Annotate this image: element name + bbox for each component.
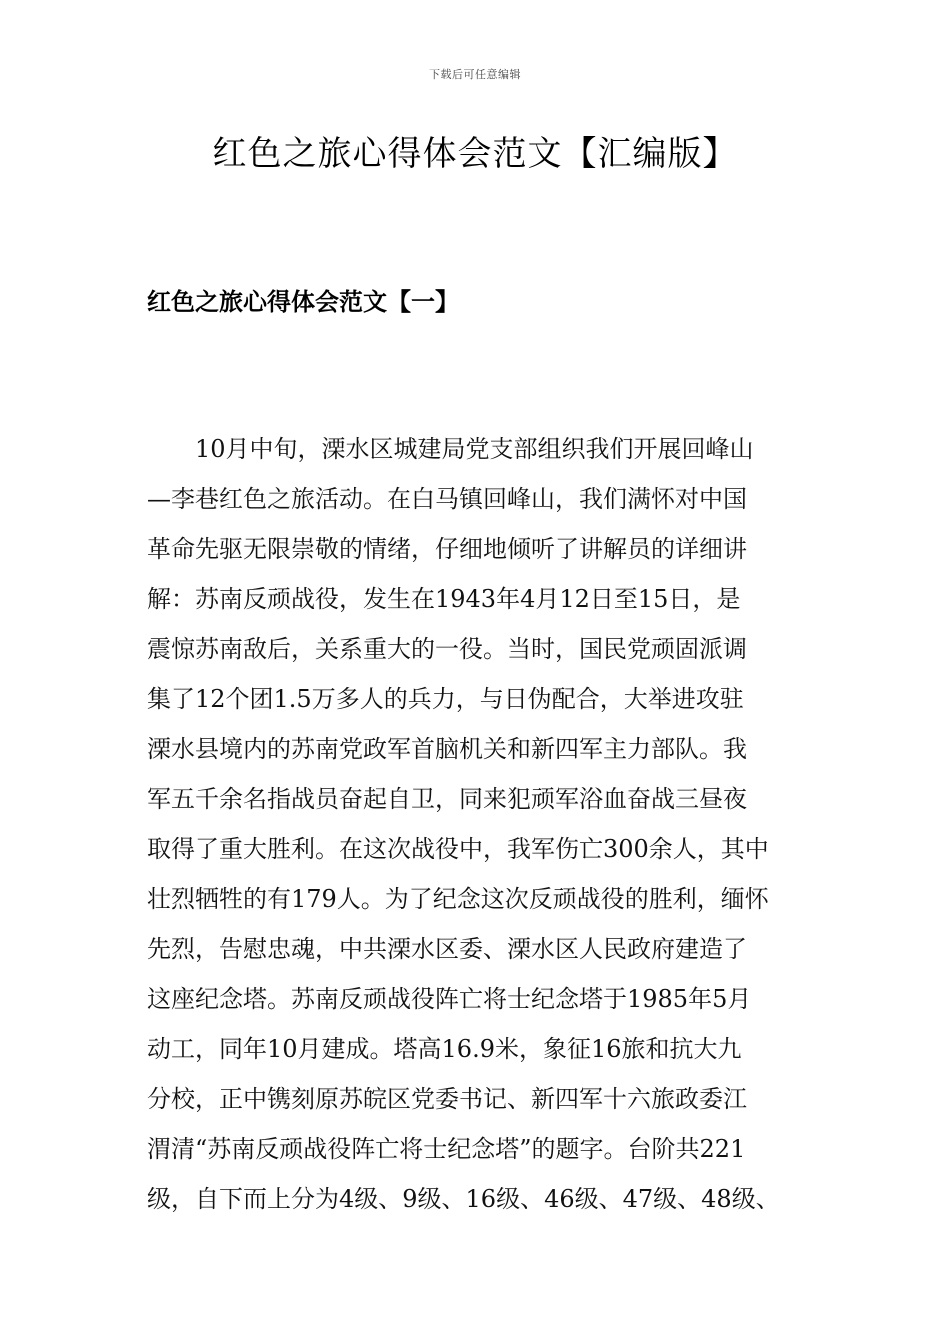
paragraph-line: 解：苏南反顽战役，发生在1943年4月12日至15日，是 (147, 585, 741, 613)
paragraph-line: 先烈，告慰忠魂，中共溧水区委、溧水区人民政府建造了 (147, 935, 747, 963)
paragraph-line: 军五千余名指战员奋起自卫，同来犯顽军浴血奋战三昼夜 (147, 785, 747, 813)
paragraph-line: 革命先驱无限崇敬的情绪，仔细地倾听了讲解员的详细讲 (147, 535, 747, 563)
paragraph-line: 集了12个团1.5万多人的兵力，与日伪配合，大举进攻驻 (147, 685, 744, 713)
paragraph-line: 动工，同年10月建成。塔高16.9米，象征16旅和抗大九 (147, 1035, 742, 1063)
paragraph-line: 这座纪念塔。苏南反顽战役阵亡将士纪念塔于1985年5月 (147, 985, 752, 1013)
paragraph-line: 级，自下而上分为4级、9级、16级、46级、47级、48级、 (147, 1185, 780, 1213)
document-title: 红色之旅心得体会范文【汇编版】 (212, 134, 738, 174)
paragraph-line: —李巷红色之旅活动。在白马镇回峰山，我们满怀对中国 (147, 485, 747, 513)
body-paragraph (147, 424, 807, 1224)
paragraph-line: 取得了重大胜利。在这次战役中，我军伤亡300余人，其中 (147, 835, 769, 863)
paragraph-line: 溧水县境内的苏南党政军首脑机关和新四军主力部队。我 (147, 735, 747, 763)
paragraph-line: 震惊苏南敌后，关系重大的一役。当时，国民党顽固派调 (147, 635, 747, 663)
header-note: 下载后可任意编辑 (429, 68, 521, 81)
paragraph-line: 渭清“苏南反顽战役阵亡将士纪念塔”的题字。台阶共221 (147, 1135, 746, 1163)
section-heading: 红色之旅心得体会范文【一】 (147, 287, 459, 316)
paragraph-line: 壮烈牺牲的有179人。为了纪念这次反顽战役的胜利，缅怀 (147, 885, 769, 913)
paragraph-line: 分校，正中镌刻原苏皖区党委书记、新四军十六旅政委江 (147, 1085, 747, 1113)
paragraph-line: 10月中旬，溧水区城建局党支部组织我们开展回峰山 (195, 435, 754, 463)
